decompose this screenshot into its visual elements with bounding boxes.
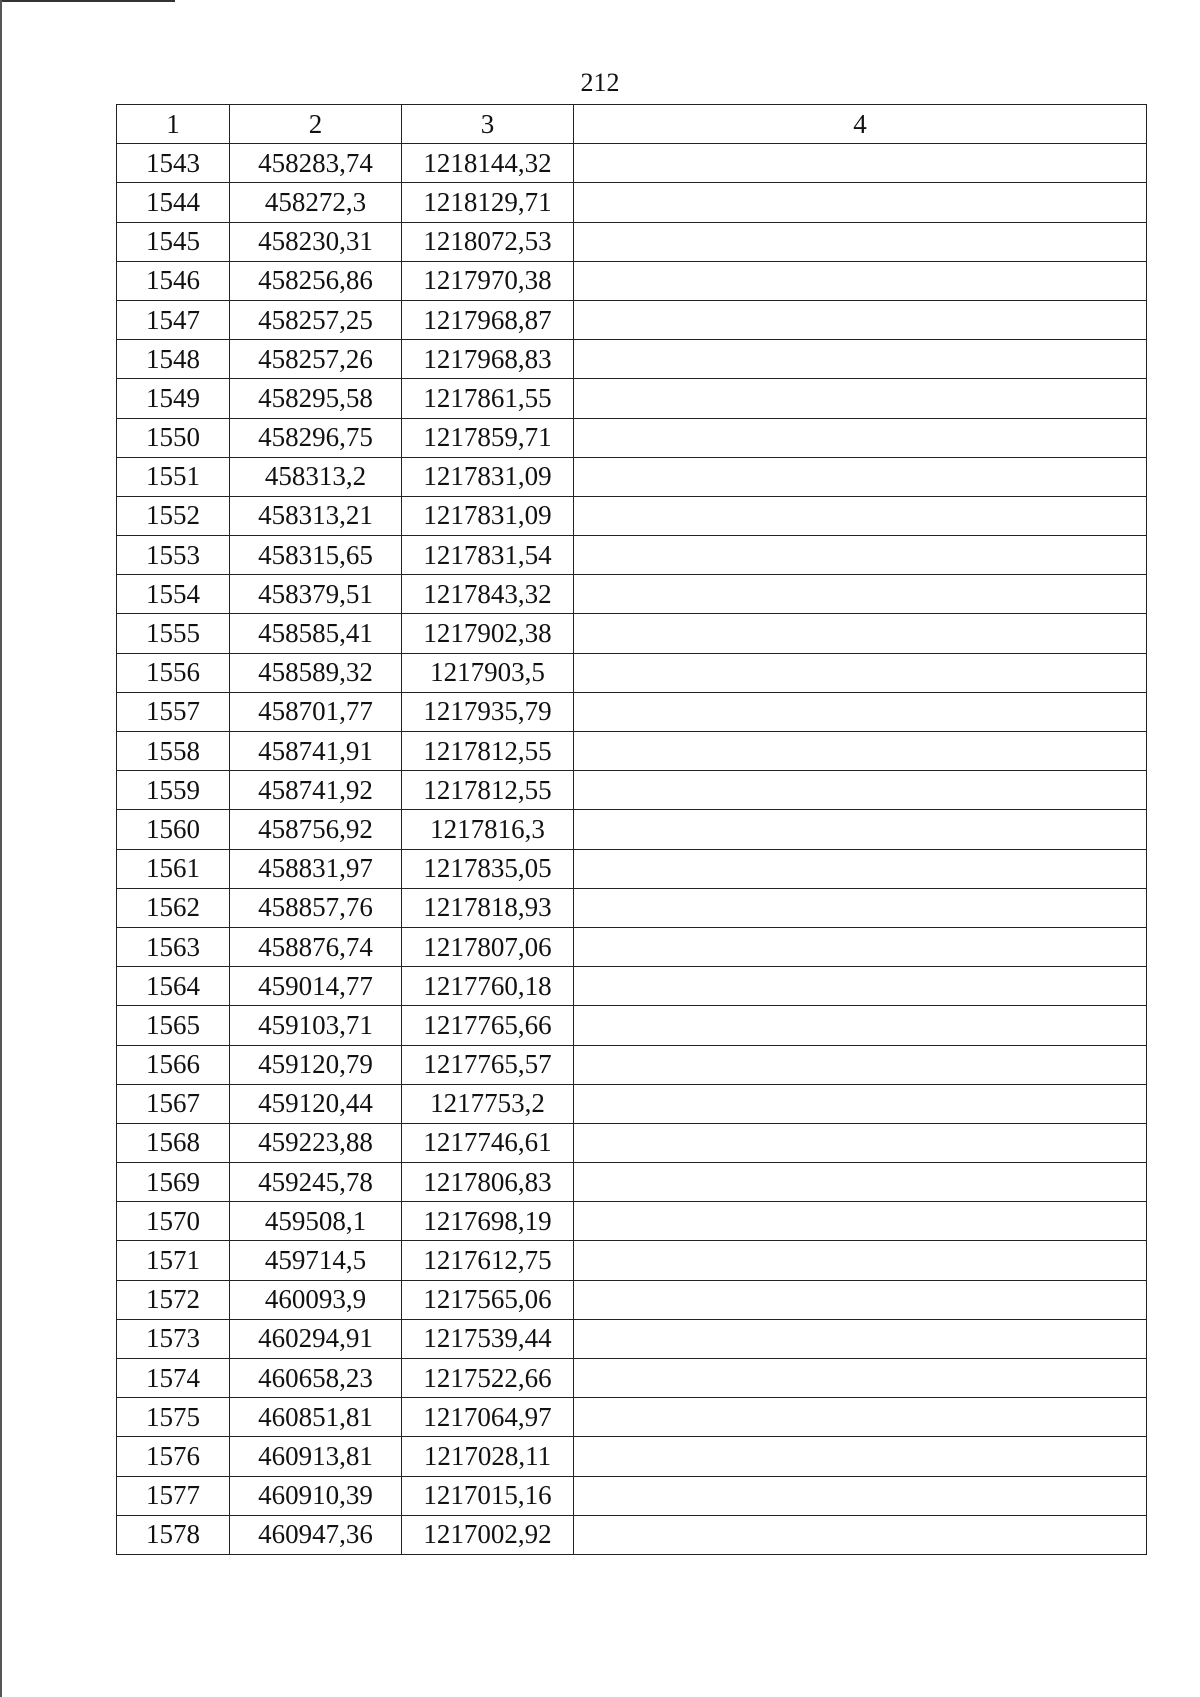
table-row [117,1437,1147,1476]
point-number-cell: 1573 [117,1319,230,1358]
y-coordinate-cell: 1217760,18 [402,967,574,1006]
x-coordinate-cell: 458876,74 [230,927,402,966]
table-row [117,1359,1147,1398]
point-number-cell: 1576 [117,1437,230,1476]
x-coordinate-cell: 460093,9 [230,1280,402,1319]
point-number-cell: 1563 [117,927,230,966]
table-row [117,1476,1147,1515]
note-cell [574,418,1147,457]
x-coordinate-cell: 458295,58 [230,379,402,418]
x-coordinate-cell: 458256,86 [230,261,402,300]
x-coordinate-cell: 458313,21 [230,496,402,535]
y-coordinate-cell: 1217835,05 [402,849,574,888]
point-number-cell: 1574 [117,1359,230,1398]
point-number-cell: 1549 [117,379,230,418]
column-header-2: 2 [230,105,402,144]
point-number-cell: 1552 [117,496,230,535]
table-row [117,1006,1147,1045]
y-coordinate-cell: 1217698,19 [402,1202,574,1241]
x-coordinate-cell: 458756,92 [230,810,402,849]
note-cell [574,1163,1147,1202]
x-coordinate-cell: 458230,31 [230,222,402,261]
x-coordinate-cell: 458315,65 [230,536,402,575]
y-coordinate-cell: 1218129,71 [402,183,574,222]
note-cell [574,144,1147,183]
column-header-4: 4 [574,105,1147,144]
table-row [117,927,1147,966]
x-coordinate-cell: 458313,2 [230,457,402,496]
point-number-cell: 1577 [117,1476,230,1515]
x-coordinate-cell: 458701,77 [230,692,402,731]
note-cell [574,888,1147,927]
note-cell [574,810,1147,849]
y-coordinate-cell: 1217064,97 [402,1398,574,1437]
y-coordinate-cell: 1217746,61 [402,1123,574,1162]
y-coordinate-cell: 1217002,92 [402,1515,574,1554]
y-coordinate-cell: 1217968,87 [402,300,574,339]
point-number-cell: 1543 [117,144,230,183]
note-cell [574,1123,1147,1162]
point-number-cell: 1559 [117,771,230,810]
note-cell [574,849,1147,888]
table-row [117,732,1147,771]
point-number-cell: 1556 [117,653,230,692]
note-cell [574,1241,1147,1280]
y-coordinate-cell: 1217015,16 [402,1476,574,1515]
note-cell [574,967,1147,1006]
point-number-cell: 1565 [117,1006,230,1045]
table-row [117,1163,1147,1202]
note-cell [574,1398,1147,1437]
point-number-cell: 1562 [117,888,230,927]
note-cell [574,927,1147,966]
x-coordinate-cell: 459245,78 [230,1163,402,1202]
table-row [117,1398,1147,1437]
table-row [117,1319,1147,1358]
note-cell [574,261,1147,300]
x-coordinate-cell: 458296,75 [230,418,402,457]
x-coordinate-cell: 460913,81 [230,1437,402,1476]
point-number-cell: 1564 [117,967,230,1006]
table-row [117,810,1147,849]
point-number-cell: 1550 [117,418,230,457]
note-cell [574,732,1147,771]
x-coordinate-cell: 458283,74 [230,144,402,183]
point-number-cell: 1568 [117,1123,230,1162]
note-cell [574,1202,1147,1241]
x-coordinate-cell: 460294,91 [230,1319,402,1358]
x-coordinate-cell: 459508,1 [230,1202,402,1241]
table-row [117,300,1147,339]
y-coordinate-cell: 1217522,66 [402,1359,574,1398]
x-coordinate-cell: 460910,39 [230,1476,402,1515]
column-header-3: 3 [402,105,574,144]
note-cell [574,1437,1147,1476]
point-number-cell: 1575 [117,1398,230,1437]
table-row [117,1241,1147,1280]
table-row [117,222,1147,261]
x-coordinate-cell: 459714,5 [230,1241,402,1280]
page-edge [0,0,2,1697]
point-number-cell: 1567 [117,1084,230,1123]
y-coordinate-cell: 1217818,93 [402,888,574,927]
y-coordinate-cell: 1217968,83 [402,340,574,379]
y-coordinate-cell: 1218144,32 [402,144,574,183]
table-row [117,1280,1147,1319]
note-cell [574,575,1147,614]
table-row [117,1084,1147,1123]
note-cell [574,300,1147,339]
table-body [117,144,1147,1555]
y-coordinate-cell: 1217812,55 [402,732,574,771]
note-cell [574,1045,1147,1084]
y-coordinate-cell: 1217807,06 [402,927,574,966]
note-cell [574,614,1147,653]
note-cell [574,1515,1147,1554]
x-coordinate-cell: 458257,26 [230,340,402,379]
x-coordinate-cell: 458589,32 [230,653,402,692]
note-cell [574,457,1147,496]
x-coordinate-cell: 459120,79 [230,1045,402,1084]
page-number: 212 [580,68,620,97]
note-cell [574,1084,1147,1123]
note-cell [574,653,1147,692]
y-coordinate-cell: 1217753,2 [402,1084,574,1123]
y-coordinate-cell: 1217831,09 [402,457,574,496]
table-row [117,771,1147,810]
point-number-cell: 1551 [117,457,230,496]
y-coordinate-cell: 1217028,11 [402,1437,574,1476]
point-number-cell: 1561 [117,849,230,888]
y-coordinate-cell: 1217806,83 [402,1163,574,1202]
table-row [117,614,1147,653]
note-cell [574,1359,1147,1398]
x-coordinate-cell: 459103,71 [230,1006,402,1045]
point-number-cell: 1558 [117,732,230,771]
y-coordinate-cell: 1217902,38 [402,614,574,653]
scan-artifact-line [0,0,175,2]
table-row [117,888,1147,927]
note-cell [574,1476,1147,1515]
point-number-cell: 1578 [117,1515,230,1554]
point-number-cell: 1557 [117,692,230,731]
x-coordinate-cell: 460658,23 [230,1359,402,1398]
table-row [117,536,1147,575]
table-row [117,967,1147,1006]
table-row [117,457,1147,496]
table-row [117,261,1147,300]
y-coordinate-cell: 1217612,75 [402,1241,574,1280]
note-cell [574,379,1147,418]
note-cell [574,496,1147,535]
point-number-cell: 1570 [117,1202,230,1241]
note-cell [574,340,1147,379]
table-row [117,575,1147,614]
table-row [117,1045,1147,1084]
note-cell [574,692,1147,731]
y-coordinate-cell: 1217765,57 [402,1045,574,1084]
y-coordinate-cell: 1217861,55 [402,379,574,418]
point-number-cell: 1545 [117,222,230,261]
point-number-cell: 1571 [117,1241,230,1280]
x-coordinate-cell: 458585,41 [230,614,402,653]
point-number-cell: 1546 [117,261,230,300]
table-row [117,692,1147,731]
y-coordinate-cell: 1217831,09 [402,496,574,535]
table-row [117,340,1147,379]
table-row [117,418,1147,457]
y-coordinate-cell: 1217765,66 [402,1006,574,1045]
x-coordinate-cell: 458831,97 [230,849,402,888]
table-row [117,379,1147,418]
x-coordinate-cell: 458272,3 [230,183,402,222]
point-number-cell: 1555 [117,614,230,653]
x-coordinate-cell: 458379,51 [230,575,402,614]
y-coordinate-cell: 1217903,5 [402,653,574,692]
x-coordinate-cell: 458257,25 [230,300,402,339]
y-coordinate-cell: 1217565,06 [402,1280,574,1319]
y-coordinate-cell: 1217816,3 [402,810,574,849]
table-header-row [117,105,1147,144]
point-number-cell: 1553 [117,536,230,575]
note-cell [574,183,1147,222]
note-cell [574,536,1147,575]
note-cell [574,1006,1147,1045]
table-row [117,653,1147,692]
point-number-cell: 1560 [117,810,230,849]
x-coordinate-cell: 460851,81 [230,1398,402,1437]
table-row [117,849,1147,888]
point-number-cell: 1544 [117,183,230,222]
y-coordinate-cell: 1217812,55 [402,771,574,810]
table-row [117,144,1147,183]
y-coordinate-cell: 1217935,79 [402,692,574,731]
note-cell [574,1319,1147,1358]
y-coordinate-cell: 1217831,54 [402,536,574,575]
point-number-cell: 1572 [117,1280,230,1319]
point-number-cell: 1566 [117,1045,230,1084]
x-coordinate-cell: 458741,92 [230,771,402,810]
x-coordinate-cell: 458741,91 [230,732,402,771]
table-row [117,1515,1147,1554]
y-coordinate-cell: 1217859,71 [402,418,574,457]
y-coordinate-cell: 1217539,44 [402,1319,574,1358]
point-number-cell: 1569 [117,1163,230,1202]
table-row [117,183,1147,222]
y-coordinate-cell: 1218072,53 [402,222,574,261]
column-header-1: 1 [117,105,230,144]
table-row [117,1123,1147,1162]
note-cell [574,771,1147,810]
point-number-cell: 1554 [117,575,230,614]
y-coordinate-cell: 1217843,32 [402,575,574,614]
table-row [117,496,1147,535]
y-coordinate-cell: 1217970,38 [402,261,574,300]
x-coordinate-cell: 459120,44 [230,1084,402,1123]
table-row [117,1202,1147,1241]
point-number-cell: 1548 [117,340,230,379]
note-cell [574,222,1147,261]
x-coordinate-cell: 458857,76 [230,888,402,927]
coordinates-table [116,104,1147,1555]
point-number-cell: 1547 [117,300,230,339]
x-coordinate-cell: 459014,77 [230,967,402,1006]
x-coordinate-cell: 460947,36 [230,1515,402,1554]
note-cell [574,1280,1147,1319]
x-coordinate-cell: 459223,88 [230,1123,402,1162]
